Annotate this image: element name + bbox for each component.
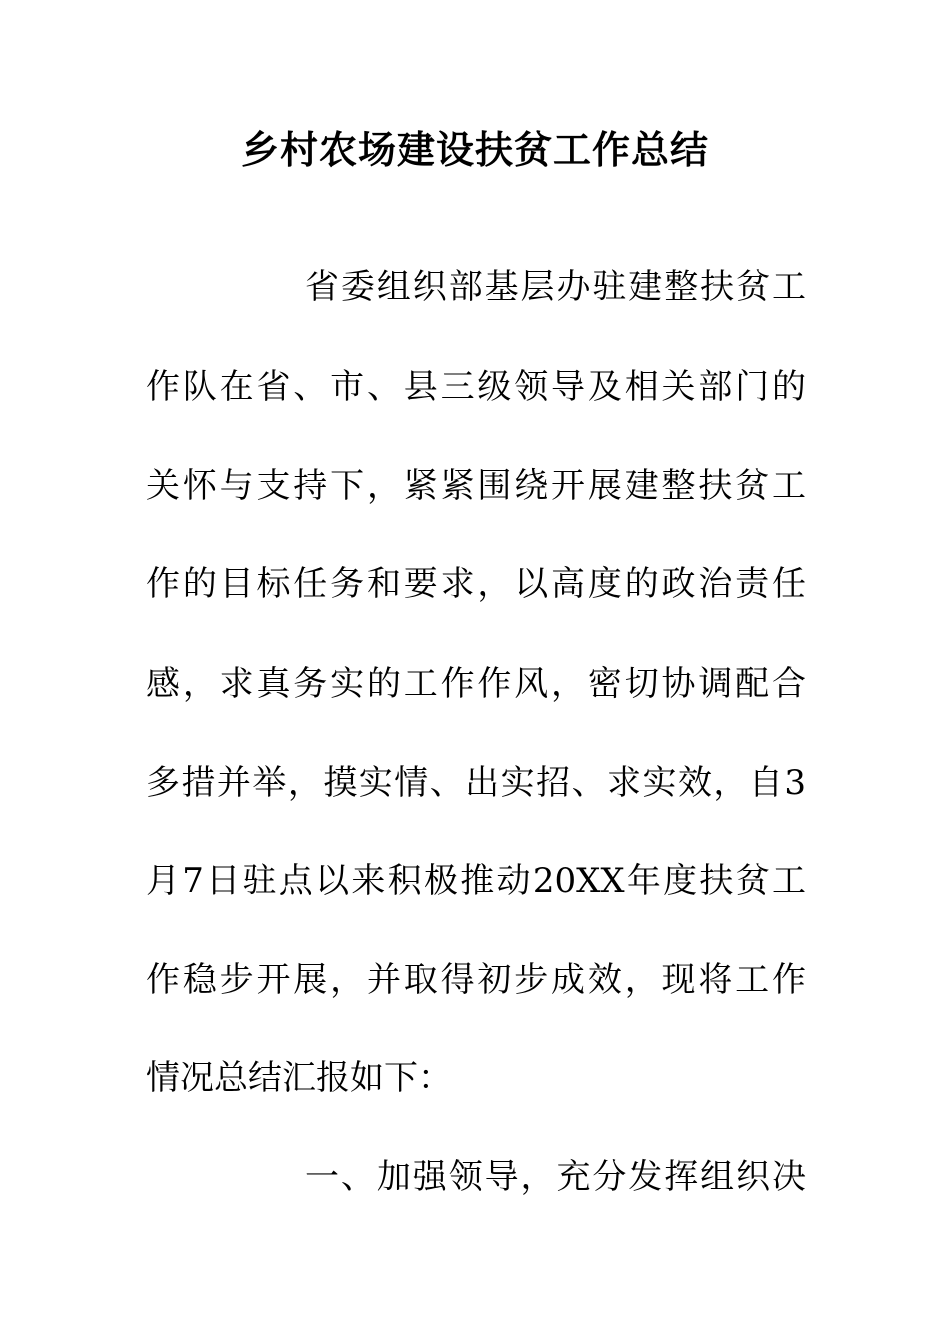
paragraph-line-7: 月7日驻点以来积极推动20XX年度扶贫工 xyxy=(146,861,806,901)
paragraph-line-3: 关怀与支持下，紧紧围绕开展建整扶贫工 xyxy=(146,466,806,506)
document-title: 乡村农场建设扶贫工作总结 xyxy=(240,128,709,172)
paragraph-line-2: 作队在省、市、县三级领导及相关部门的 xyxy=(146,367,806,407)
paragraph-line-9: 情况总结汇报如下： xyxy=(146,1058,452,1098)
paragraph-line-6: 多措并举，摸实情、出实招、求实效，自3 xyxy=(146,763,806,803)
paragraph-line-8: 作稳步开展，并取得初步成效，现将工作 xyxy=(146,960,806,1000)
paragraph-line-5: 感，求真务实的工作作风，密切协调配合 xyxy=(146,664,806,704)
section-heading: 一、加强领导，充分发挥组织决 xyxy=(305,1157,806,1197)
paragraph-line-4: 作的目标任务和要求，以高度的政治责任 xyxy=(146,564,806,604)
paragraph-line-1: 省委组织部基层办驻建整扶贫工 xyxy=(305,267,806,307)
